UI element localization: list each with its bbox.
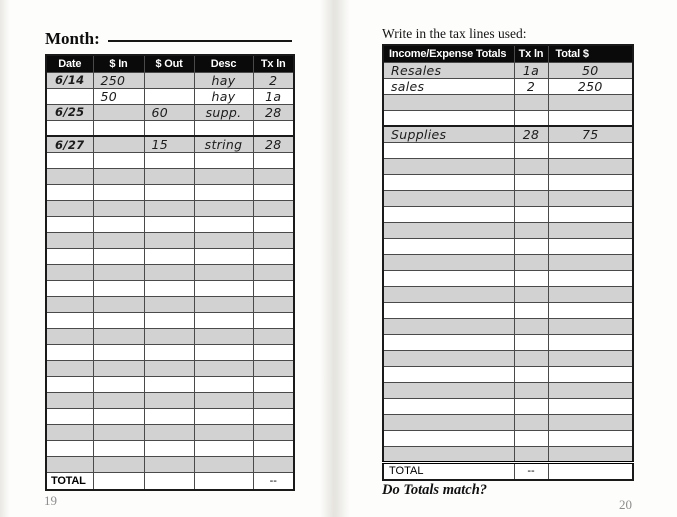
table-row [383, 287, 633, 303]
cell-tx [253, 441, 294, 457]
cell-tx [253, 457, 294, 473]
cell-name [383, 159, 514, 175]
cell-total [548, 159, 633, 175]
cell-out [144, 409, 194, 425]
month-heading [45, 29, 292, 49]
cell-total [548, 223, 633, 239]
table-row [383, 159, 633, 175]
col-header-txln: Tx ln [253, 55, 294, 72]
cell-desc [194, 281, 253, 297]
cell-tx [514, 143, 548, 159]
cell-in [93, 297, 144, 313]
table-row [383, 239, 633, 255]
cell-tx [514, 415, 548, 431]
cell-name [383, 223, 514, 239]
table-row [383, 447, 633, 463]
cell-desc: hay [194, 88, 253, 104]
table-row [383, 255, 633, 271]
cell-name [383, 207, 514, 223]
table-row [46, 169, 294, 185]
cell-out [144, 345, 194, 361]
table-row [46, 72, 294, 88]
cell-out [144, 377, 194, 393]
cell-in [93, 361, 144, 377]
cell-name [383, 351, 514, 367]
book-gutter-shadow [320, 0, 350, 517]
cell-tx [514, 303, 548, 319]
cell-name: Supplies [383, 126, 514, 143]
table-row [46, 377, 294, 393]
cell-tx [253, 329, 294, 345]
cell-tx [514, 223, 548, 239]
cell-desc [194, 393, 253, 409]
cell-in [93, 136, 144, 153]
cell-tx [514, 159, 548, 175]
total-txln-cell: -- [253, 473, 294, 490]
cell-out [144, 201, 194, 217]
cell-in [93, 217, 144, 233]
cell-in [93, 104, 144, 120]
cell-desc [194, 441, 253, 457]
cell-tx [514, 319, 548, 335]
cell-date [46, 88, 93, 104]
table-row [383, 126, 633, 143]
cell-total [548, 415, 633, 431]
cell-desc [194, 120, 253, 136]
cell-name [383, 335, 514, 351]
cell-desc [194, 345, 253, 361]
total-in-cell [93, 473, 144, 490]
cell-desc [194, 265, 253, 281]
cell-desc [194, 425, 253, 441]
cell-in [93, 153, 144, 169]
cell-total [548, 383, 633, 399]
cell-name [383, 415, 514, 431]
cell-tx [253, 409, 294, 425]
cell-desc [194, 201, 253, 217]
cell-tx [253, 313, 294, 329]
cell-in [93, 265, 144, 281]
table-row [46, 249, 294, 265]
cell-in [93, 169, 144, 185]
cell-name [383, 255, 514, 271]
cell-desc [194, 409, 253, 425]
cell-date [46, 153, 93, 169]
cell-date [46, 281, 93, 297]
cell-name [383, 287, 514, 303]
cell-tx [514, 287, 548, 303]
table-row [46, 457, 294, 473]
table-row [383, 351, 633, 367]
cell-in [93, 281, 144, 297]
cell-total [548, 399, 633, 415]
cell-total [548, 271, 633, 287]
cell-tx: 28 [253, 136, 294, 153]
table-row [46, 153, 294, 169]
cell-name [383, 191, 514, 207]
cell-desc [194, 169, 253, 185]
cell-desc: supp. [194, 104, 253, 120]
cell-total [548, 191, 633, 207]
cell-name [383, 110, 514, 126]
cell-in [93, 313, 144, 329]
table-row [46, 361, 294, 377]
cell-total [548, 94, 633, 110]
cell-tx [253, 297, 294, 313]
cell-total [548, 239, 633, 255]
cell-total [548, 255, 633, 271]
cell-in: 50 [93, 88, 144, 104]
cell-date [46, 297, 93, 313]
cell-date [46, 409, 93, 425]
ledger-table [45, 54, 295, 491]
totals-total-row [383, 463, 633, 480]
cell-tx [514, 94, 548, 110]
total-out-cell [144, 473, 194, 490]
page-number-left: 19 [44, 493, 57, 508]
cell-in [93, 393, 144, 409]
cell-tx [514, 255, 548, 271]
cell-tx [514, 399, 548, 415]
cell-total: 250 [548, 78, 633, 94]
cell-date: 6/14 [46, 72, 93, 88]
cell-tx [253, 169, 294, 185]
tax-lines-instruction: Write in the tax lines used: [382, 26, 527, 41]
cell-out [144, 72, 194, 88]
cell-date [46, 345, 93, 361]
col-header-out: $ Out [144, 55, 194, 72]
cell-total [548, 143, 633, 159]
table-row [383, 207, 633, 223]
table-row [383, 271, 633, 287]
cell-in [93, 345, 144, 361]
cell-out [144, 361, 194, 377]
col-header-income-expense: Income/Expense Totals [383, 45, 514, 62]
table-row [383, 143, 633, 159]
table-row [46, 329, 294, 345]
table-row [383, 110, 633, 126]
cell-total [548, 335, 633, 351]
cell-name [383, 303, 514, 319]
cell-date [46, 313, 93, 329]
cell-name [383, 399, 514, 415]
cell-total [548, 431, 633, 447]
table-row [46, 281, 294, 297]
table-row [383, 303, 633, 319]
cell-desc [194, 217, 253, 233]
cell-out [144, 425, 194, 441]
cell-total [548, 351, 633, 367]
cell-out [144, 297, 194, 313]
cell-name: Resales [383, 62, 514, 78]
cell-date [46, 120, 93, 136]
cell-desc: hay [194, 72, 253, 88]
total-label: TOTAL [383, 463, 514, 480]
table-row [383, 94, 633, 110]
cell-in [93, 409, 144, 425]
cell-in [93, 233, 144, 249]
cell-tx: 28 [253, 104, 294, 120]
cell-out [144, 457, 194, 473]
cell-date [46, 169, 93, 185]
page-number-right: 20 [619, 497, 632, 512]
total-desc-cell [194, 473, 253, 490]
tax-totals-table [382, 44, 634, 481]
cell-name: sales [383, 78, 514, 94]
cell-tx [253, 217, 294, 233]
cell-tx [253, 425, 294, 441]
cell-date [46, 425, 93, 441]
cell-tx [514, 351, 548, 367]
cell-name [383, 319, 514, 335]
cell-out [144, 217, 194, 233]
cell-date: 6/27 [46, 136, 93, 153]
cell-date [46, 457, 93, 473]
cell-tx: 1a [253, 88, 294, 104]
cell-out: 15 [144, 136, 194, 153]
cell-out [144, 120, 194, 136]
cell-out [144, 88, 194, 104]
cell-in [93, 185, 144, 201]
cell-tx [514, 191, 548, 207]
cell-name [383, 383, 514, 399]
ledger-total-row [46, 473, 294, 490]
total-amount-cell [548, 463, 633, 480]
table-row [383, 319, 633, 335]
cell-tx [514, 367, 548, 383]
cell-date [46, 249, 93, 265]
cell-tx [253, 201, 294, 217]
cell-tx [253, 249, 294, 265]
cell-desc [194, 313, 253, 329]
cell-desc [194, 153, 253, 169]
page-edge-shadow [0, 0, 10, 517]
cell-out [144, 249, 194, 265]
cell-tx [514, 383, 548, 399]
cell-desc [194, 361, 253, 377]
cell-out [144, 169, 194, 185]
cell-desc [194, 297, 253, 313]
table-row [46, 185, 294, 201]
cell-tx [514, 447, 548, 463]
cell-in [93, 441, 144, 457]
table-row [383, 78, 633, 94]
col-header-date: Date [46, 55, 93, 72]
table-row [383, 335, 633, 351]
cell-desc [194, 377, 253, 393]
cell-date [46, 361, 93, 377]
table-row [46, 120, 294, 136]
cell-out [144, 313, 194, 329]
table-row [383, 62, 633, 78]
cell-in [93, 249, 144, 265]
cell-name [383, 94, 514, 110]
table-row [46, 345, 294, 361]
cell-date [46, 265, 93, 281]
table-row [383, 367, 633, 383]
cell-tx: 2 [514, 78, 548, 94]
table-row [46, 313, 294, 329]
totals-match-question: Do Totals match? [382, 482, 488, 498]
cell-desc: string [194, 136, 253, 153]
cell-in [93, 201, 144, 217]
cell-tx [253, 265, 294, 281]
total-label: TOTAL [46, 473, 93, 490]
cell-desc [194, 329, 253, 345]
cell-in [93, 120, 144, 136]
cell-name [383, 143, 514, 159]
month-label: Month: [45, 29, 100, 48]
cell-date [46, 217, 93, 233]
col-header-desc: Desc [194, 55, 253, 72]
cell-desc [194, 249, 253, 265]
month-blank-line [108, 38, 292, 42]
table-row [46, 136, 294, 153]
cell-total: 75 [548, 126, 633, 143]
cell-name [383, 367, 514, 383]
cell-tx: 28 [514, 126, 548, 143]
table-row [46, 393, 294, 409]
cell-tx: 2 [253, 72, 294, 88]
cell-out [144, 153, 194, 169]
cell-out [144, 441, 194, 457]
col-header-txln: Tx ln [514, 45, 548, 62]
cell-date [46, 185, 93, 201]
cell-total [548, 175, 633, 191]
cell-tx [253, 185, 294, 201]
table-row [46, 201, 294, 217]
cell-date [46, 233, 93, 249]
table-row [46, 409, 294, 425]
table-row [46, 104, 294, 120]
cell-out [144, 281, 194, 297]
cell-tx [253, 393, 294, 409]
total-txln-cell: -- [514, 463, 548, 480]
cell-tx [514, 175, 548, 191]
table-row [383, 399, 633, 415]
cell-out [144, 393, 194, 409]
table-row [46, 233, 294, 249]
cell-tx [253, 377, 294, 393]
cell-out [144, 265, 194, 281]
table-row [46, 217, 294, 233]
table-row [383, 191, 633, 207]
table-row [46, 297, 294, 313]
cell-in [93, 425, 144, 441]
cell-tx: 1a [514, 62, 548, 78]
cell-tx [253, 281, 294, 297]
cell-name [383, 271, 514, 287]
cell-tx [253, 345, 294, 361]
table-row [46, 441, 294, 457]
cell-desc [194, 457, 253, 473]
cell-tx [253, 233, 294, 249]
table-row [46, 88, 294, 104]
cell-tx [253, 120, 294, 136]
cell-in [93, 457, 144, 473]
table-row [383, 175, 633, 191]
cell-total: 50 [548, 62, 633, 78]
cell-total [548, 110, 633, 126]
col-header-in: $ In [93, 55, 144, 72]
cell-date [46, 201, 93, 217]
cell-out [144, 185, 194, 201]
cell-name [383, 447, 514, 463]
cell-total [548, 287, 633, 303]
cell-tx [253, 361, 294, 377]
table-row [46, 265, 294, 281]
cell-out [144, 329, 194, 345]
cell-in: 250 [93, 72, 144, 88]
cell-tx [253, 153, 294, 169]
cell-tx [514, 239, 548, 255]
cell-tx [514, 335, 548, 351]
cell-out [144, 233, 194, 249]
cell-tx [514, 431, 548, 447]
cell-name [383, 431, 514, 447]
cell-date [46, 393, 93, 409]
cell-date [46, 377, 93, 393]
cell-total [548, 447, 633, 463]
cell-name [383, 239, 514, 255]
ledger-header-row [46, 55, 294, 72]
col-header-total: Total $ [548, 45, 633, 62]
cell-in [93, 329, 144, 345]
cell-date [46, 329, 93, 345]
cell-date [46, 441, 93, 457]
cell-total [548, 207, 633, 223]
cell-tx [514, 271, 548, 287]
table-row [383, 383, 633, 399]
totals-header-row [383, 45, 633, 62]
table-row [46, 425, 294, 441]
cell-desc [194, 233, 253, 249]
table-row [383, 415, 633, 431]
table-row [383, 431, 633, 447]
cell-in [93, 377, 144, 393]
cell-total [548, 367, 633, 383]
cell-total [548, 303, 633, 319]
cell-date: 6/25 [46, 104, 93, 120]
cell-total [548, 319, 633, 335]
cell-out: 60 [144, 104, 194, 120]
cell-tx [514, 207, 548, 223]
cell-tx [514, 110, 548, 126]
cell-name [383, 175, 514, 191]
cell-desc [194, 185, 253, 201]
table-row [383, 223, 633, 239]
